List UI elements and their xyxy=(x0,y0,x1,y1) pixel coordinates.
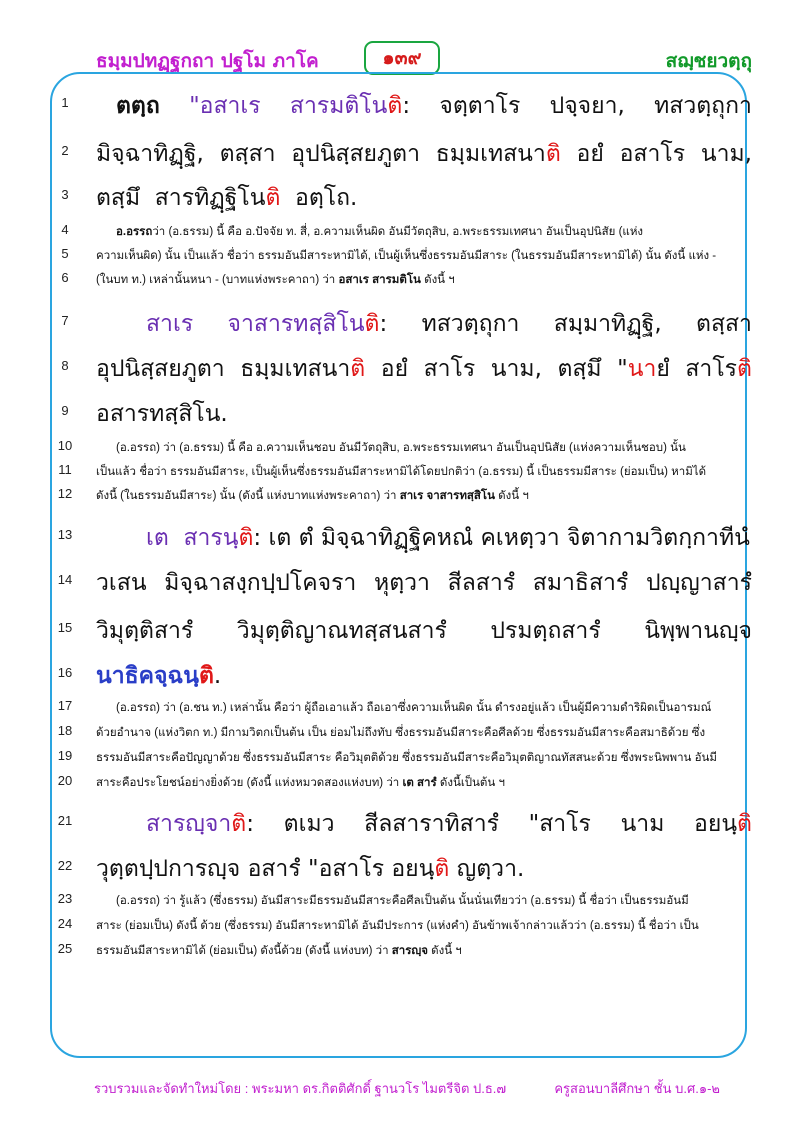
line-number: 3 xyxy=(61,187,69,202)
commentary-line: ด้วยอำนาจ (แห่งวิตก ท.) มีกามวิตกเป็นต้น เป็น ย่อมไม่ถึงทับ ซึ่งธรรมอันมีสาระคือศีลด้วย ซึ่งธรรมอันมีสาระคือสมาธิด้วย ซึ่ง xyxy=(96,727,706,739)
pali-line: นาธิคจฺฉนฺติ. xyxy=(96,663,222,689)
header-story-name: สฌฺชยวตฺถุ xyxy=(665,50,752,72)
line-number: 7 xyxy=(61,313,69,328)
commentary-line: อ.อรรถว่า (อ.ธรรม) นี้ คือ อ.ปัจจัย ท. สี่, อ.ความเห็นผิด อันมีวัตถุสิบ, อ.พระธรรมเทศนา อันเป็นอุปนิสัย (แห่ง xyxy=(116,226,644,238)
commentary-line: ธรรมอันมีสาระหามิได้ (ย่อมเป็น) ดังนี้ด้วย (ดังนี้ แห่งบท) ว่า สารญฺจ ดังนี้ ฯ xyxy=(96,945,462,957)
line-number: 14 xyxy=(57,572,73,587)
pali-line: วิมุตฺติสารํ วิมุตฺติญาณทสฺสนสารํ ปรมตฺถสารํ นิพฺพานญฺจ xyxy=(96,618,752,644)
pali-line: เต สารนฺติ: เต ตํ มิจฺฉาทิฏฺฐิคหณํ คเหตฺวา จิตากามวิตกฺกาทีนํ xyxy=(146,525,750,551)
pali-line: วุตฺตปฺปการญฺจ อสารํ "อสาโร อยนฺติ ญตฺวา. xyxy=(96,856,525,882)
pali-line: มิจฺฉาทิฏฺฐิ, ตสฺสา อุปนิสฺสยภูตา ธมฺมเทสนาติ อยํ อสาโร นาม, xyxy=(96,141,752,167)
commentary-line: (อ.อรรถ) ว่า (อ.ธรรม) นี้ คือ อ.ความเห็นชอบ อันมีวัตถุสิบ, อ.พระธรรมเทศนา อันเป็นอุปนิสัย (แห่งความเห็นชอบ) นั้น xyxy=(116,442,686,454)
commentary-line: สาระ (ย่อมเป็น) ดังนี้ ด้วย (ซึ่งธรรม) อันมีสาระหามิได้ อันมีประการ (แห่งคำ) อันข้าพเจ้ากล่าวแล้วว่า (อ.ธรรม) นี้ ชื่อว่า เป็น xyxy=(96,920,699,932)
commentary-line: เป็นแล้ว ชื่อว่า ธรรมอันมีสาระ, เป็นผู้เห็นซึ่งธรรมอันมีสาระหามิได้โดยปกติว่า (อ.ธรรม) นี้ เป็นธรรมมีสาระ (ย่อมเป็น) หามิได้ xyxy=(96,466,707,478)
header-title: ธมฺมปทฏฺฐกถา ปฐโม ภาโค xyxy=(96,50,319,72)
footer-course: ครูสอนบาลีศึกษา ชั้น บ.ศ.๑-๒ xyxy=(554,1081,720,1096)
line-number: 13 xyxy=(57,527,73,542)
pali-line: สารญฺจาติ: ตเมว สีลสาราทิสารํ "สาโร นาม อยนฺติ xyxy=(146,811,752,837)
pali-line: ตตฺถ "อสาเร สารมติโนติ: จตฺตาโร ปจฺจยา, ทสวตฺถุกา xyxy=(116,93,752,119)
line-number: 16 xyxy=(57,665,73,680)
pali-line: ตสฺมึ สารทิฏฺฐิโนติ อตฺโถ. xyxy=(96,185,358,211)
line-number: 4 xyxy=(61,222,69,237)
line-number: 19 xyxy=(57,748,73,763)
commentary-line: (อ.อรรถ) ว่า รู้แล้ว (ซึ่งธรรม) อันมีสาระมีธรรมอันมีสาระคือศีลเป็นต้น นั้นนั่นเทียวว่า (อ.ธรรม) นี้ ชื่อว่า เป็นธรรมอันมี xyxy=(116,895,689,907)
line-number: 5 xyxy=(61,246,69,261)
line-number: 11 xyxy=(58,462,72,477)
line-number: 10 xyxy=(57,438,73,453)
line-number: 24 xyxy=(57,916,73,931)
line-number: 17 xyxy=(57,698,73,713)
footer xyxy=(94,1078,720,1099)
line-number: 25 xyxy=(57,941,73,956)
line-number: 8 xyxy=(61,358,69,373)
line-number: 2 xyxy=(61,143,69,158)
commentary-line: สาระคือประโยชน์อย่างยิ่งด้วย (ดังนี้ แห่งหมวดสองแห่งบท) ว่า เต สารํ ดังนี้เป็นต้น ฯ xyxy=(96,777,505,789)
commentary-line: ดังนี้ (ในธรรมอันมีสาระ) นั้น (ดังนี้ แห่งบาทแห่งพระคาถา) ว่า สาเร จาสารทสฺสิโน ดังนี้ ฯ xyxy=(96,490,529,502)
pali-line: สาเร จาสารทสฺสิโนติ: ทสวตฺถุกา สมฺมาทิฏฺฐิ, ตสฺสา xyxy=(146,311,752,337)
line-number: 22 xyxy=(57,858,73,873)
line-number: 15 xyxy=(57,620,73,635)
page-number: ๑๓๙ xyxy=(364,41,440,75)
pali-line: อุปนิสฺสยภูตา ธมฺมเทสนาติ อยํ สาโร นาม, ตสฺมึ "นายํ สาโรติ xyxy=(96,356,752,382)
commentary-line: ความเห็นผิด) นั้น เป็นแล้ว ชื่อว่า ธรรมอันมีสาระหามิได้, เป็นผู้เห็นซึ่งธรรมอันมีสาระ (ในธรรมอันมีสาระหามิได้) นั้น ดังนี้ แห่ง - xyxy=(96,250,717,262)
line-number: 1 xyxy=(61,95,69,110)
line-number: 21 xyxy=(57,813,73,828)
line-number: 18 xyxy=(57,723,73,738)
commentary-line: (อ.อรรถ) ว่า (อ.ชน ท.) เหล่านั้น คือว่า ผู้ถือเอาแล้ว ถือเอาซึ่งความเห็นผิด นั้น ดำรงอยู่แล้ว เป็นผู้มีความดำริผิดเป็นอารมณ์ xyxy=(116,702,712,714)
line-number: 9 xyxy=(61,403,69,418)
pali-line: อสารทสฺสิโน. xyxy=(96,401,228,427)
footer-author: รวบรวมและจัดทำใหม่โดย : พระมหา ดร.กิตติศักดิ์ ฐานวโร ไมตรีจิต ป.ธ.๗ xyxy=(94,1081,507,1096)
commentary-line: (ในบท ท.) เหล่านั้นหนา - (บาทแห่งพระคาถา) ว่า อสาเร สารมติโน ดังนี้ ฯ xyxy=(96,274,455,286)
commentary-line: ธรรมอันมีสาระคือปัญญาด้วย ซึ่งธรรมอันมีสาระ คือวิมุตติด้วย ซึ่งธรรมอันมีสาระคือวิมุตติญาณทัสสนะด้วย ซึ่งพระนิพพาน อันมี xyxy=(96,752,717,764)
line-number: 20 xyxy=(57,773,73,788)
pali-line: วเสน มิจฺฉาสงฺกปฺปโคจรา หุตฺวา สีลสารํ สมาธิสารํ ปญฺญาสารํ xyxy=(96,570,752,596)
line-number: 12 xyxy=(57,486,73,501)
line-number: 6 xyxy=(61,270,69,285)
line-number: 23 xyxy=(57,891,73,906)
